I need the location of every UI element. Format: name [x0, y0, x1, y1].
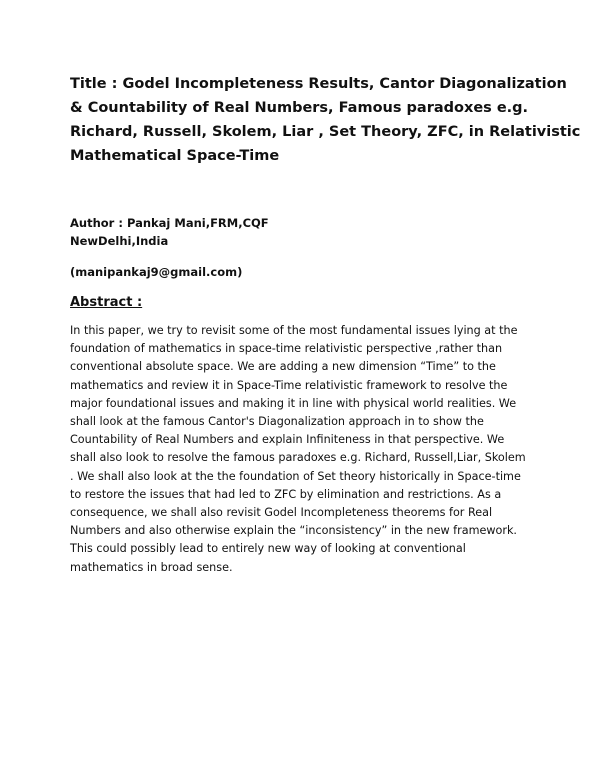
title-line: Richard, Russell, Skolem, Liar , Set Theory, ZFC, in Relativistic	[70, 124, 581, 140]
abstract-line: consequence, we shall also revisit Godel Incompleteness theorems for Real	[70, 506, 493, 520]
abstract-line: Numbers and also otherwise explain the “inconsistency” in the new framework.	[70, 524, 517, 538]
abstract-line: shall also look to resolve the famous paradoxes e.g. Richard, Russell,Liar, Skolem	[70, 451, 526, 465]
abstract-line: mathematics in broad sense.	[70, 560, 233, 574]
abstract-line: conventional absolute space. We are adding a new dimension “Time” to the	[70, 360, 496, 374]
author-name: Author : Pankaj Mani,FRM,CQF	[70, 216, 269, 230]
author-email: (manipankaj9@gmail.com)	[70, 265, 243, 279]
author-block	[70, 214, 269, 250]
abstract-line: In this paper, we try to revisit some of the most fundamental issues lying at the	[70, 324, 518, 337]
abstract-line: Countability of Real Numbers and explain Infiniteness in that perspective. We	[70, 433, 505, 447]
title-line: Mathematical Space-Time	[70, 148, 280, 164]
abstract-body	[70, 322, 540, 577]
abstract-line: . We shall also look at the the foundation of Set theory historically in Space-time	[70, 469, 521, 483]
abstract-heading: Abstract :	[70, 295, 143, 310]
abstract-line: This could possibly lead to entirely new way of looking at conventional	[70, 542, 466, 556]
abstract-line: to restore the issues that had led to ZFC by elimination and restrictions. As a	[70, 487, 502, 501]
abstract-line: major foundational issues and making it in line with physical world realities. We	[70, 396, 517, 410]
abstract-line: shall look at the famous Cantor's Diagonalization approach in to show the	[70, 415, 484, 429]
title-line: & Countability of Real Numbers, Famous paradoxes e.g.	[70, 100, 529, 116]
abstract-line: mathematics and review it in Space-Time relativistic framework to resolve the	[70, 378, 508, 392]
paper-title	[70, 72, 581, 168]
abstract-line: foundation of mathematics in space-time relativistic perspective ,rather than	[70, 342, 503, 356]
title-line: Title : Godel Incompleteness Results, Cantor Diagonalization	[70, 76, 567, 92]
author-location: NewDelhi,India	[70, 234, 169, 248]
